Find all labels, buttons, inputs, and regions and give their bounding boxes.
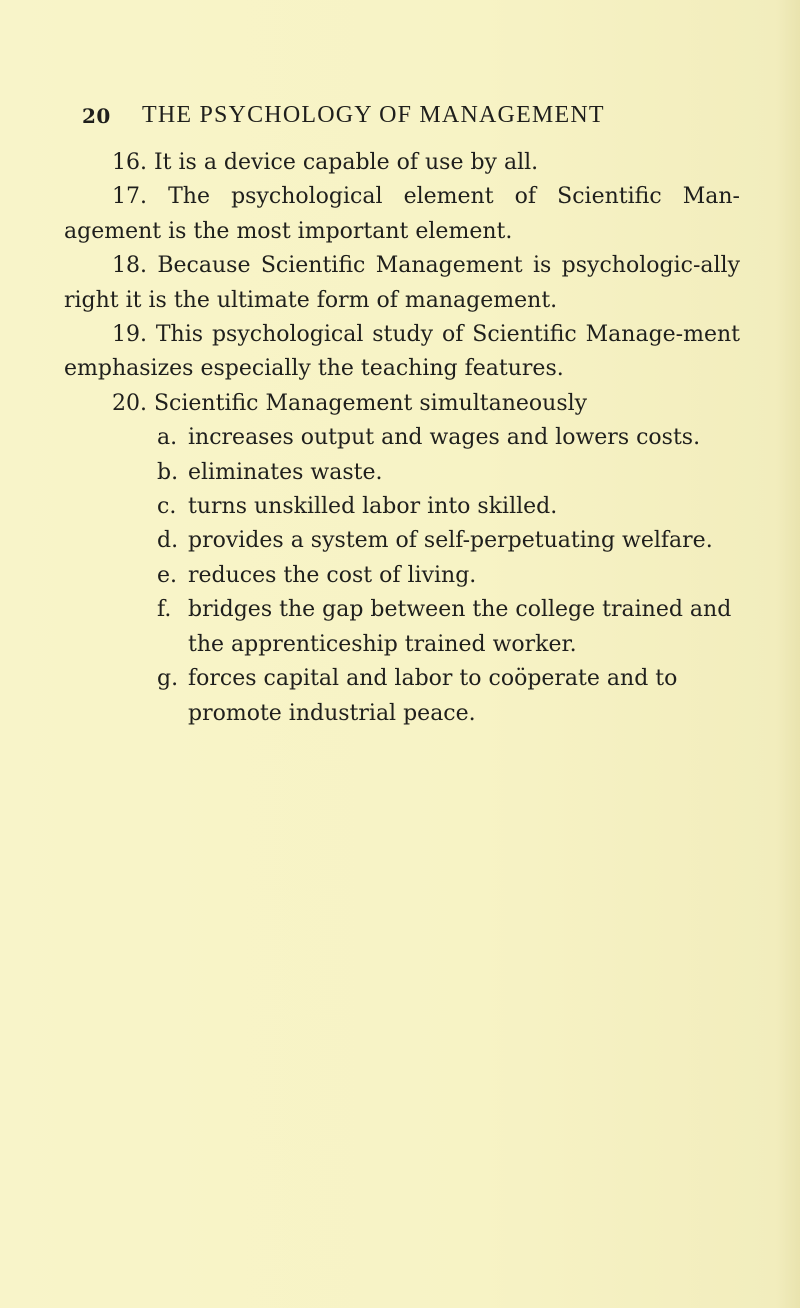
list-item-label: b.: [157, 459, 179, 485]
list-item: [64, 662, 740, 731]
paragraph-19: 19. This psychological study of Scientific Manage-ment emphasizes especially the teaching features.: [64, 322, 740, 382]
list-item-text: eliminates waste.: [188, 459, 383, 485]
page-number: 20: [82, 104, 111, 128]
list-item-label: c.: [157, 494, 177, 520]
list-item-text: increases output and wages and lowers costs.: [188, 425, 701, 451]
paragraph-18: 18. Because Scientific Management is psychologic-ally right it is the ultimate form of management.: [64, 253, 740, 313]
list-item-label: a.: [157, 425, 178, 451]
body-text: [64, 146, 740, 731]
running-title: THE PSYCHOLOGY OF MANAGEMENT: [142, 102, 605, 128]
list-item-text: bridges the gap between the college trained and the apprenticeship trained worker.: [188, 597, 732, 657]
list-item-text: reduces the cost of living.: [188, 562, 477, 588]
list-item-text: provides a system of self-perpetuating welfare.: [188, 528, 713, 554]
list-item-label: d.: [157, 528, 179, 554]
paragraph-16: 16. It is a device capable of use by all.: [112, 150, 539, 175]
list-item: [64, 593, 740, 662]
list-item: [64, 421, 740, 455]
list-item-label: e.: [157, 562, 178, 588]
list-item-text: forces capital and labor to coöperate and to promote industrial peace.: [188, 666, 678, 726]
paragraph-17: 17. The psychological element of Scientific Man-agement is the most important element.: [64, 184, 740, 244]
running-head: [82, 98, 722, 132]
paragraph-20: 20. Scientific Management simultaneously: [112, 390, 588, 416]
list-item-text: turns unskilled labor into skilled.: [188, 494, 558, 520]
list-item: [64, 559, 740, 593]
list-item-label: g.: [157, 666, 179, 692]
list-item: [64, 490, 740, 524]
list-item: [64, 456, 740, 490]
list-item: [64, 524, 740, 558]
list-item-label: f.: [157, 597, 172, 623]
